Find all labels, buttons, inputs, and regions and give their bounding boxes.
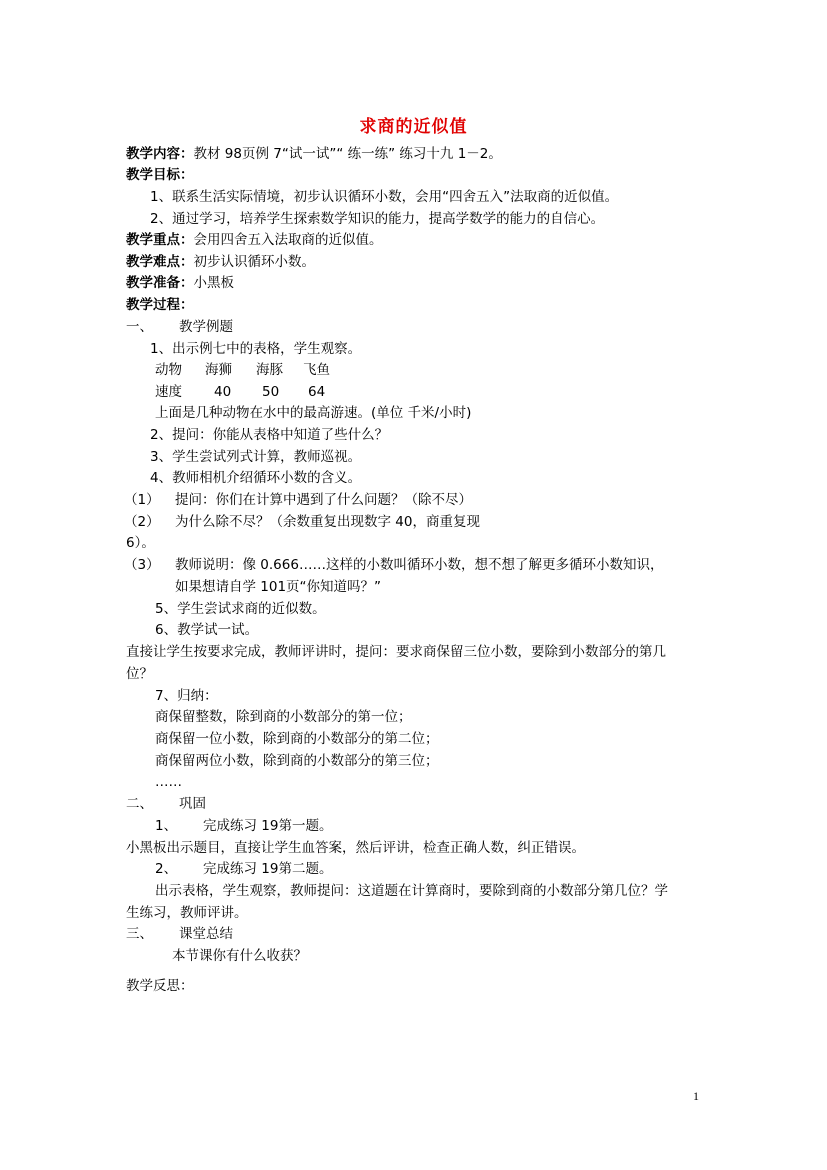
content-line: [126, 145, 502, 163]
paragraph: 本节课你有什么收获？: [172, 948, 307, 964]
page-number: 1: [693, 1089, 699, 1103]
summary-item: 商保留一位小数，除到商的小数部分的第二位；: [155, 731, 439, 747]
summary-item: 商保留整数，除到商的小数部分的第一位；: [155, 709, 412, 725]
key-point-text: 会用四舍五入法取商的近似值。: [193, 232, 383, 248]
section-number: 二、: [126, 796, 153, 812]
list-item: 5、学生尝试求商的近似数。: [155, 601, 326, 617]
preparation-text: 小黑板: [193, 275, 234, 291]
process-label: 教学过程：: [126, 297, 194, 313]
section-title: 教学例题: [179, 319, 233, 335]
paragraph-continuation: 生练习，教师评讲。: [126, 905, 248, 921]
summary-item: ……: [155, 774, 182, 790]
list-item: 3、学生尝试列式计算，教师巡视。: [150, 449, 362, 465]
section-title: 课堂总结: [179, 926, 233, 942]
content-label: 教学内容：: [126, 146, 194, 162]
section-number: 一、: [126, 319, 153, 335]
section-title: 巩固: [179, 796, 206, 812]
table-cell: 50: [262, 384, 280, 400]
sub-item-continuation: 如果想请自学 101页“你知道吗？”: [175, 579, 382, 595]
table-cell: 动物: [155, 362, 182, 378]
difficulty-label: 教学难点：: [126, 254, 194, 270]
paragraph: 小黑板出示题目，直接让学生血答案，然后评讲，检查正确人数，纠正错误。: [126, 840, 585, 856]
section-heading: [126, 925, 233, 943]
section-heading: [126, 795, 206, 813]
table-cell: 海狮: [205, 362, 232, 378]
preparation-line: [126, 274, 234, 292]
list-item-number: 2、: [155, 861, 178, 877]
table-cell: 海豚: [256, 362, 283, 378]
sub-item-number: （1）: [124, 492, 160, 508]
paragraph: 出示表格，学生观察，教师提问：这道题在计算商时，要除到商的小数部分第几位？学: [155, 883, 668, 899]
list-item: 4、教师相机介绍循环小数的含义。: [150, 470, 362, 486]
reflection-label: 教学反思：: [126, 978, 194, 994]
sub-item-text: 为什么除不尽？（余数重复出现数字 40，商重复现: [175, 514, 480, 530]
difficulty-text: 初步认识循环小数。: [193, 254, 315, 270]
sub-item-text: 教师说明：像 0.666……这样的小数叫循环小数，想不想了解更多循环小数知识，: [175, 557, 664, 573]
list-item-number: 1、: [155, 818, 178, 834]
section-number: 三、: [126, 926, 153, 942]
key-point-line: [126, 231, 383, 249]
list-item-text: 完成练习 19第一题。: [203, 818, 333, 834]
summary-label: 7、归纳：: [155, 688, 218, 704]
sub-item-text: 提问：你们在计算中遇到了什么问题？（除不尽）: [175, 492, 472, 508]
list-item: 2、提问：你能从表格中知道了些什么？: [150, 427, 389, 443]
section-heading: [126, 318, 233, 336]
difficulty-line: [126, 253, 315, 271]
table-cell: 速度: [155, 384, 182, 400]
page-title: 求商的近似值: [359, 117, 468, 137]
paragraph: 上面是几种动物在水中的最高游速。(单位 千米/小时): [155, 405, 472, 421]
content-text: 教材 98页例 7“试一试”“ 练一练” 练习十九 1－2。: [193, 146, 502, 162]
goal-item: 1、联系生活实际情境，初步认识循环小数，会用“四舍五入”法取商的近似值。: [150, 189, 619, 205]
sub-item-continuation: 6）。: [126, 535, 155, 551]
key-point-label: 教学重点：: [126, 232, 194, 248]
list-item: 1、出示例七中的表格，学生观察。: [150, 341, 362, 357]
paragraph: 直接让学生按要求完成，教师评讲时，提问：要求商保留三位小数，要除到小数部分的第几: [126, 644, 666, 660]
table-cell: 飞鱼: [303, 362, 330, 378]
paragraph-continuation: 位？: [126, 666, 153, 682]
sub-item-number: （3）: [124, 557, 160, 573]
sub-item-number: （2）: [124, 514, 160, 530]
table-cell: 64: [308, 384, 326, 400]
goal-item: 2、通过学习，培养学生探索数学知识的能力，提高学数学的能力的自信心。: [150, 211, 605, 227]
list-item-text: 完成练习 19第二题。: [203, 861, 333, 877]
table-cell: 40: [214, 384, 232, 400]
list-item: 6、教学试一试。: [155, 622, 259, 638]
goals-label: 教学目标：: [126, 167, 194, 183]
preparation-label: 教学准备：: [126, 275, 194, 291]
summary-item: 商保留两位小数，除到商的小数部分的第三位；: [155, 753, 439, 769]
